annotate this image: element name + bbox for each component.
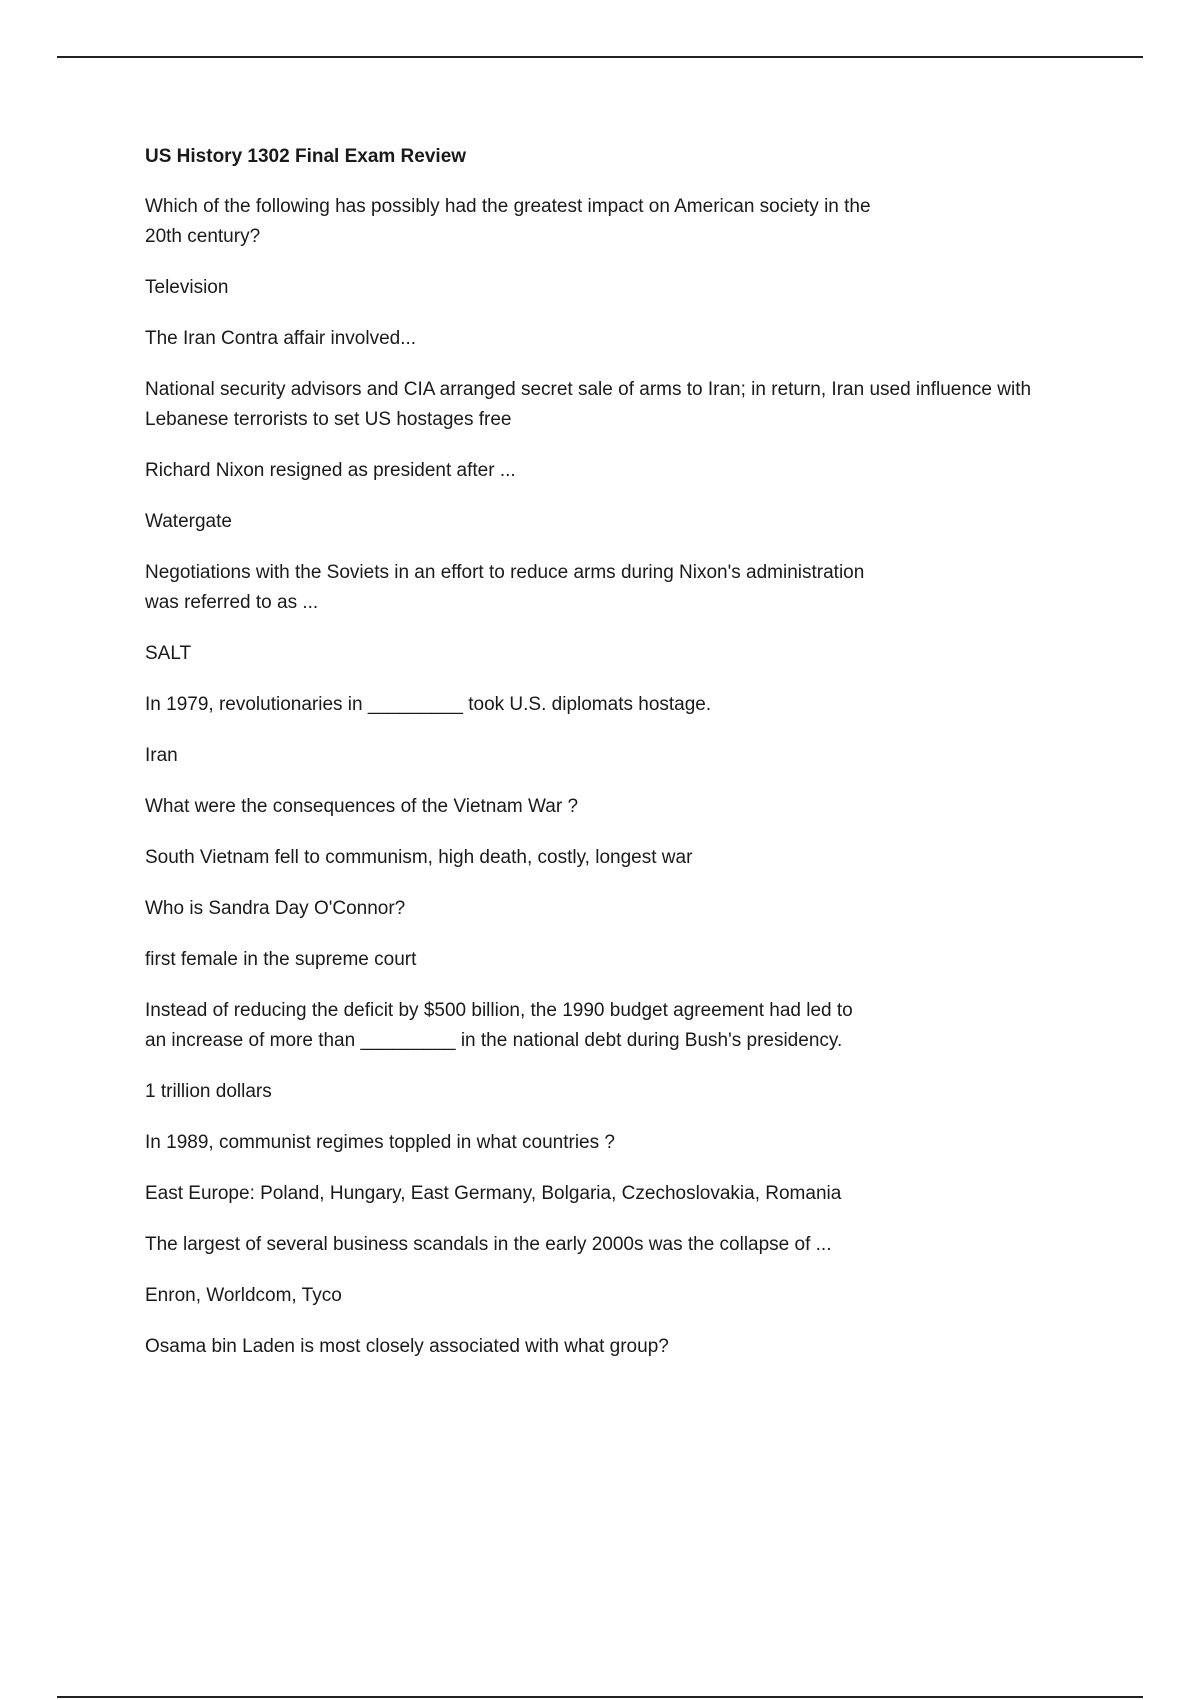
- answer-text: SALT: [145, 643, 192, 664]
- qa-item-8: [145, 996, 1075, 1107]
- answer-text: 1 trillion dollars: [145, 1081, 272, 1102]
- question-text: What were the consequences of the Vietnam War ?: [145, 796, 579, 817]
- answer-text: Enron, Worldcom, Tyco: [145, 1285, 342, 1306]
- qa-item-5: [145, 690, 1075, 771]
- answer-text: South Vietnam fell to communism, high death, costly, longest war: [145, 847, 693, 868]
- document-body: [145, 142, 1075, 1383]
- answer-text: Iran: [145, 745, 178, 766]
- qa-item-1: [145, 192, 1075, 303]
- question-text: Instead of reducing the deficit by $500 billion, the 1990 budget agreement had led to an increase of more than _________ in the national debt during Bush's presidency.: [145, 1000, 859, 1051]
- qa-item-6: [145, 792, 1075, 873]
- qa-item-9: [145, 1128, 1075, 1209]
- question-text: Negotiations with the Soviets in an effort to reduce arms during Nixon's administration was referred to as ...: [145, 562, 870, 613]
- question-text: Which of the following has possibly had the greatest impact on American society in the 20th century?: [145, 196, 876, 247]
- qa-item-3: [145, 456, 1075, 537]
- answer-text: Watergate: [145, 511, 232, 532]
- question-text: In 1979, revolutionaries in _________ took U.S. diplomats hostage.: [145, 694, 712, 715]
- answer-text: East Europe: Poland, Hungary, East Germany, Bolgaria, Czechoslovakia, Romania: [145, 1183, 842, 1204]
- qa-item-11: [145, 1332, 1075, 1362]
- answer-text: Television: [145, 277, 229, 298]
- header-rule: [57, 56, 1143, 58]
- answer-text: National security advisors and CIA arranged secret sale of arms to Iran; in return, Iran used influence with Lebanese terrorists to set US hostages free: [145, 379, 1037, 430]
- answer-text: first female in the supreme court: [145, 949, 417, 970]
- qa-item-2: [145, 324, 1075, 435]
- question-text: Osama bin Laden is most closely associated with what group?: [145, 1336, 669, 1357]
- question-text: The Iran Contra affair involved...: [145, 328, 417, 349]
- question-text: The largest of several business scandals in the early 2000s was the collapse of ...: [145, 1234, 832, 1255]
- qa-item-10: [145, 1230, 1075, 1311]
- footer-rule: [57, 1696, 1143, 1698]
- question-text: In 1989, communist regimes toppled in what countries ?: [145, 1132, 615, 1153]
- question-text: Richard Nixon resigned as president after ...: [145, 460, 516, 481]
- qa-item-4: [145, 558, 1075, 669]
- document-title: US History 1302 Final Exam Review: [145, 146, 467, 167]
- qa-item-7: [145, 894, 1075, 975]
- question-text: Who is Sandra Day O'Connor?: [145, 898, 406, 919]
